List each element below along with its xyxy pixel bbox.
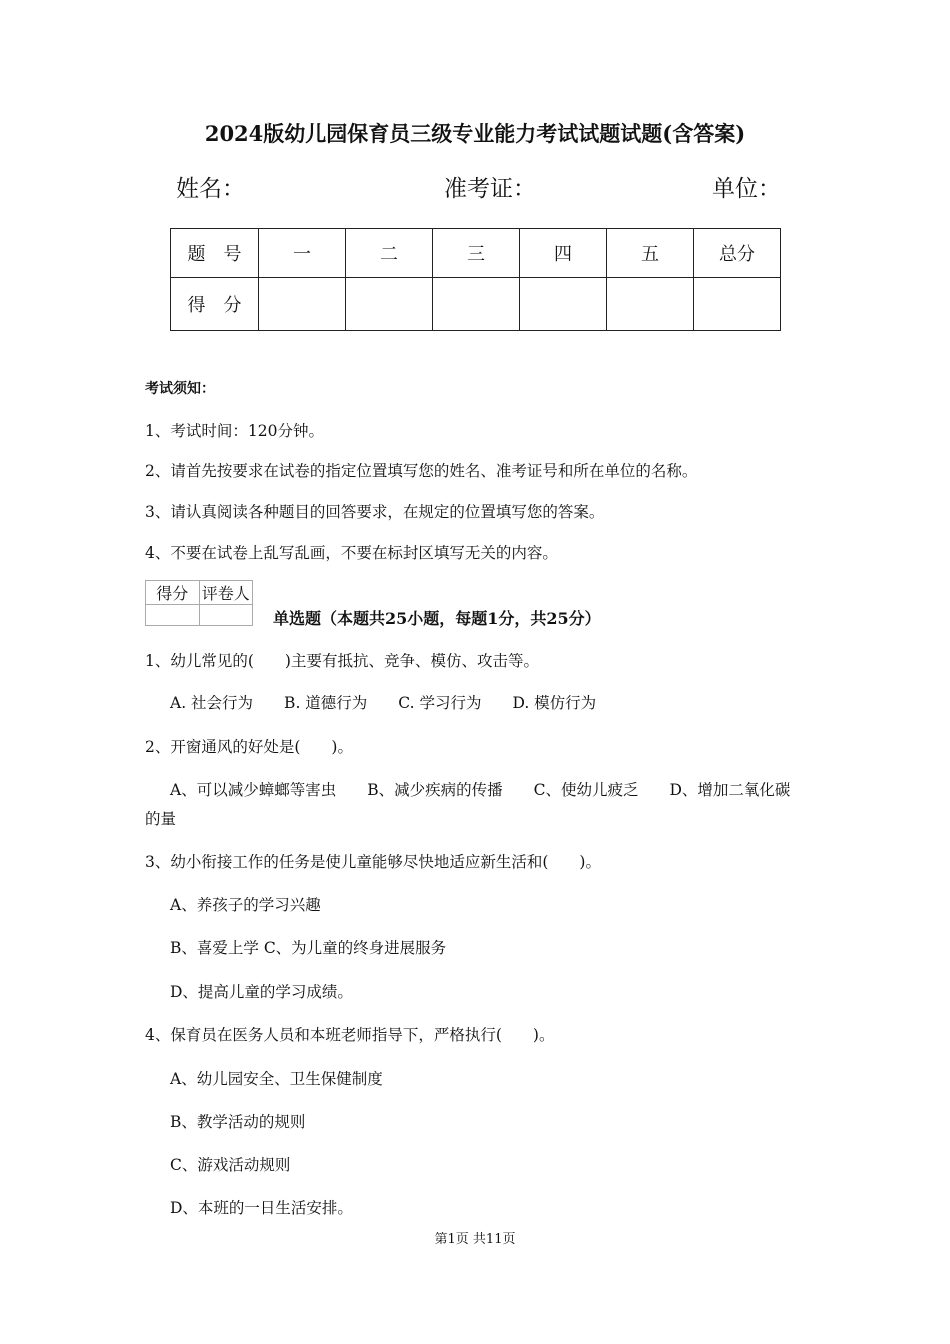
question-stem: 3、幼小衔接工作的任务是使儿童能够尽快地适应新生活和( )。	[145, 853, 601, 871]
section-title: 单选题（本题共25小题，每题1分，共25分）	[273, 609, 601, 628]
notice-heading: 考试须知：	[145, 381, 215, 397]
grader-reviewer-cell[interactable]	[199, 605, 253, 626]
grader-score-cell[interactable]	[146, 605, 200, 626]
page-footer: 第1页 共11页	[434, 1232, 516, 1247]
grader-score-label: 得分	[146, 581, 200, 605]
grader-box	[145, 580, 253, 626]
notice-item: 4、不要在试卷上乱写乱画，不要在标封区填写无关的内容。	[145, 544, 558, 562]
grader-reviewer-label: 评卷人	[199, 581, 253, 605]
score-header-cell: 二	[346, 229, 433, 278]
score-header-cell: 三	[433, 229, 520, 278]
score-header-cell: 题 号	[171, 229, 259, 278]
page-title: 2024版幼儿园保育员三级专业能力考试试题试题(含答案)	[204, 121, 746, 146]
unit-label: 单位：	[712, 176, 781, 202]
question-option-continued: 的量	[145, 810, 177, 828]
question-option: A、养孩子的学习兴趣	[170, 896, 321, 914]
notice-item: 2、请首先按要求在试卷的指定位置填写您的姓名、准考证号和所在单位的名称。	[145, 462, 698, 480]
notice-item: 1、考试时间：120分钟。	[145, 422, 324, 440]
score-cell[interactable]	[259, 278, 346, 331]
score-header-cell: 一	[259, 229, 346, 278]
exam-id-label: 准考证：	[444, 176, 536, 202]
score-cell[interactable]	[433, 278, 520, 331]
question-option: A、幼儿园安全、卫生保健制度	[170, 1070, 383, 1088]
question-stem: 4、保育员在医务人员和本班老师指导下，严格执行( )。	[145, 1026, 555, 1044]
score-table	[170, 228, 781, 331]
score-table-score-row	[171, 278, 781, 331]
question-option: D、本班的一日生活安排。	[170, 1199, 353, 1217]
question-stem: 1、幼儿常见的( )主要有抵抗、竞争、模仿、攻击等。	[145, 652, 539, 670]
notice-item: 3、请认真阅读各种题目的回答要求，在规定的位置填写您的答案。	[145, 503, 605, 521]
question-stem: 2、开窗通风的好处是( )。	[145, 738, 353, 756]
score-table-header-row	[171, 229, 781, 278]
question-option: B、教学活动的规则	[170, 1113, 306, 1131]
question-option: D、提高儿童的学习成绩。	[170, 983, 353, 1001]
name-label: 姓名：	[176, 176, 245, 202]
score-header-cell: 四	[520, 229, 607, 278]
question-option: A. 社会行为 B. 道德行为 C. 学习行为 D. 模仿行为	[170, 694, 597, 712]
score-row-label: 得 分	[171, 278, 259, 331]
question-option: B、喜爱上学 C、为儿童的终身进展服务	[170, 939, 447, 957]
score-header-cell: 总分	[694, 229, 781, 278]
score-cell[interactable]	[520, 278, 607, 331]
question-option: A、可以减少蟑螂等害虫 B、减少疾病的传播 C、使幼儿疲乏 D、增加二氧化碳	[170, 781, 791, 799]
score-cell[interactable]	[346, 278, 433, 331]
score-cell[interactable]	[694, 278, 781, 331]
score-cell[interactable]	[607, 278, 694, 331]
question-option: C、游戏活动规则	[170, 1156, 291, 1174]
score-header-cell: 五	[607, 229, 694, 278]
